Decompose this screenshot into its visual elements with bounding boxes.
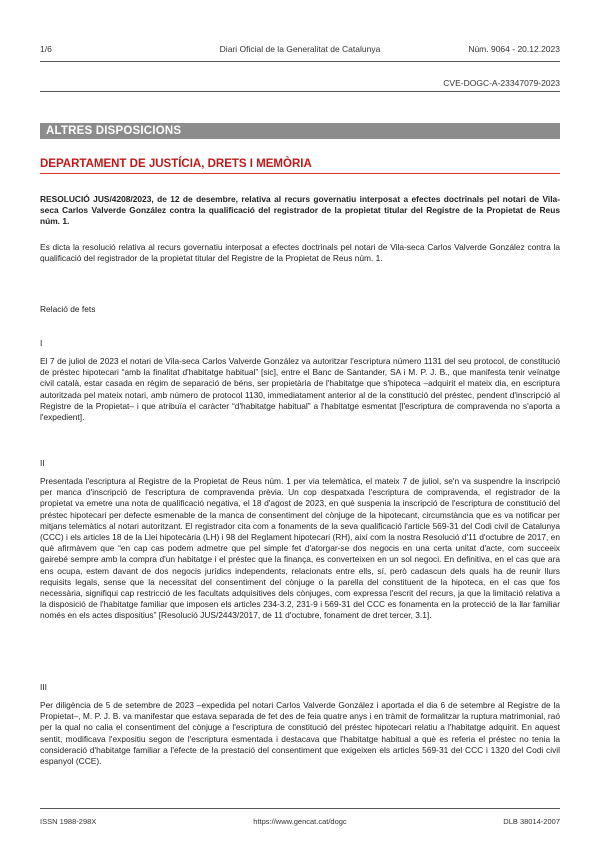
fact-numeral: III bbox=[40, 682, 47, 692]
resolution-summary: Es dicta la resolució relativa al recurs governatiu interposat a efectes doctrinals pel notari de Vila-seca Carlos Valverde González contra la qualificació del registrador de la propietat titular del Registre de la Propietat de Reus núm. 1. bbox=[40, 242, 560, 264]
department-heading: DEPARTAMENT DE JUSTÍCIA, DRETS I MEMÒRIA bbox=[40, 158, 312, 170]
fact-paragraph: Presentada l'escriptura al Registre de la Propietat de Reus núm. 1 per via telemàtica, el mateix 7 de juliol, se'n va suspendre la inscripció per manca d'inscripció de l'escriptura de compravenda prèvia. Un cop despatxada l'escriptura de compravenda, el registrador de la propietat va emetre una nota de qualificació negativa, el 18 d'agost de 2023, en què suspenia la inscripció de l'escriptura de constitució del préstec hipotecari per defecte esmenable de la manca de consentiment del cònjuge de la hipotecant, circumstància que es va notificar per mitjans telemàtics al notari autoritzant. El registrador cita com a fonaments de la seva qualificació l'article 569-31 del Codi civil de Catalunya (CCC) i els articles 18 de la Llei hipotecària (LH) i 98 del Reglament hipotecari (RH), així com la nostra Resolució d'11 d'octubre de 2017, en què afirmàvem que “en cap cas podem admetre que pel simple fet d'atorgar-se dos negocis en una certa unitat d'acte, com succeeix gairebé sempre amb la compra d'un habitatge i el préstec que la finança, es converteixen en un sol negoci. En definitiva, en el cas que ara ens ocupa, estem davant de dos negocis jurídics independents, relacionats entre ells, sí, però cadascun dels quals ha de reunir llurs requisits legals, sense que la necessitat del consentiment del cònjuge o la parella del constituent de la hipoteca, en el cas que fos necessària, signifiqui cap restricció de les facultats adquisitives dels cònjuges, com expressa l'escrit del recurs, ja que la limitació relativa a la disposició de l'habitatge familiar que imposen els articles 234-3.2, 231-9 i 569-31 del CCC es fonamenta en la protecció de la llar familiar només en els actes dispositius” [Resolució JUS/2443/2017, de 11 d'octubre, fonament de dret tercer, 3.1]. bbox=[40, 476, 560, 621]
journal-url[interactable]: https://www.gencat.cat/dogc bbox=[253, 817, 347, 826]
page-header bbox=[40, 44, 560, 58]
cve-rule bbox=[40, 91, 560, 92]
fact-numeral: II bbox=[40, 458, 45, 468]
fact-paragraph: El 7 de juliol de 2023 el notari de Vila-seca Carlos Valverde González va autoritzar l'escriptura número 1131 del seu protocol, de constitució de préstec hipotecari “amb la finalitat d'habitatge habitual” [sic], entre el Banc de Santander, SA i M. P. J. B., que manifesta tenir veïnatge civil català, estar casada en règim de separació de béns, ser propietària de l'habitatge que s'hipoteca –adquirit el mateix dia, en escriptura autoritzada pel mateix notari, amb número de protocol 1130, immediatament anterior al de la constitució del préstec, pendent d'inscripció al Registre de la Propietat– i que atribuïa el caràcter “d'habitatge habitual” a l'habitatge esmentat [l'escriptura de compravenda no s'aporta a l'expedient]. bbox=[40, 356, 560, 423]
resolution-title: RESOLUCIÓ JUS/4208/2023, de 12 de desembre, relativa al recurs governatiu interposat a efectes doctrinals pel notari de Vila-seca Carlos Valverde González contra la qualificació del registrador de la propietat titular del Registre de la Propietat de Reus núm. 1. bbox=[40, 194, 560, 227]
cve-code: CVE-DOGC-A-23347079-2023 bbox=[443, 78, 560, 88]
fact-paragraph: Per diligència de 5 de setembre de 2023 –expedida pel notari Carlos Valverde González i aportada el dia 6 de setembre al Registre de la Propietat–, M. P. J. B. va manifestar que estava separada de fet des de feia quatre anys i en tràmit de formalitzar la ruptura matrimonial, raó per la qual no calia el consentiment del cònjuge a l'escriptura de constitució del préstec hipotecari relatiu a l'habitatge adquirit. En aquest sentit, modificava l'expositiu segon de l'escriptura esmentada i destacava que l'habitatge habitual a què es referia el préstec no tenia la consideració d'habitatge familiar a l'efecte de la prestació del consentiment que exigeixen els articles 569-31 del CCC i 1320 del Codi civil espanyol (CCE). bbox=[40, 700, 560, 767]
section-bar: ALTRES DISPOSICIONS bbox=[40, 123, 560, 139]
department-rule bbox=[40, 173, 560, 174]
facts-heading: Relació de fets bbox=[40, 304, 96, 314]
legal-deposit: DLB 38014-2007 bbox=[503, 817, 560, 826]
page-number: 1/6 bbox=[40, 44, 52, 54]
issue-number: Núm. 9064 - 20.12.2023 bbox=[468, 44, 560, 54]
header-rule bbox=[40, 61, 560, 62]
issn: ISSN 1988-298X bbox=[40, 817, 97, 826]
footer-rule bbox=[40, 808, 560, 809]
journal-name: Diari Oficial de la Generalitat de Catalunya bbox=[219, 44, 381, 54]
fact-numeral: I bbox=[40, 338, 43, 348]
